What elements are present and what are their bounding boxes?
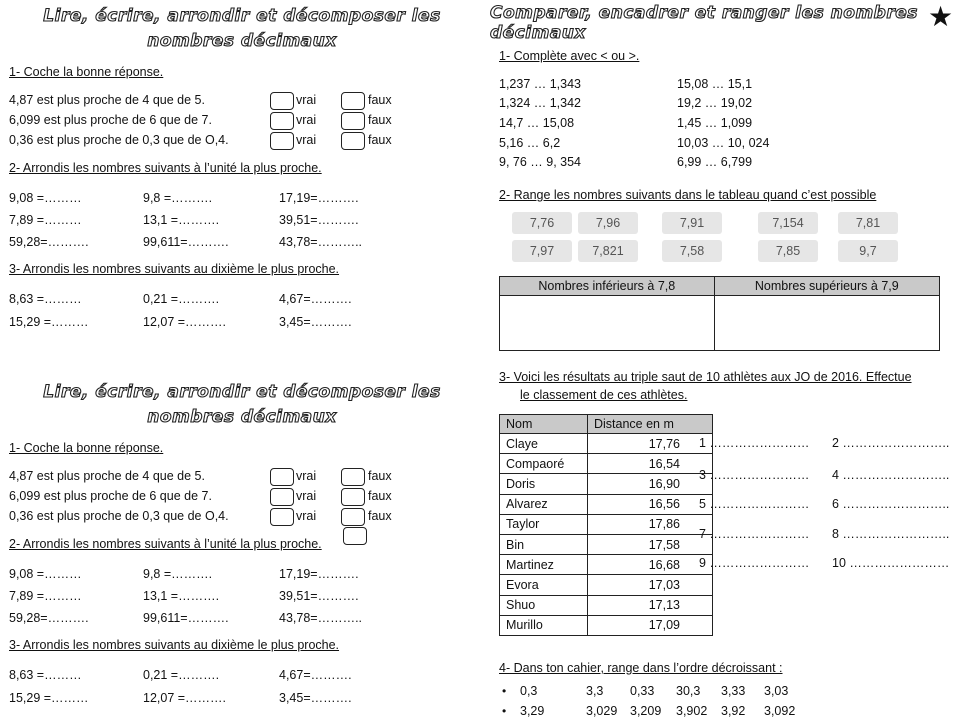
vrai-label: vrai <box>296 133 317 147</box>
table-row <box>500 434 713 454</box>
rounding-item[interactable]: 99,611=………. <box>143 235 229 249</box>
order-number: 3,33 <box>721 684 746 698</box>
athlete-distance: 17,86 <box>588 514 713 534</box>
q3-heading: 3- Arrondis les nombres suivants au dixième le plus proche. <box>9 638 340 652</box>
faux-checkbox-3[interactable] <box>341 132 365 150</box>
number-chip: 9,7 <box>838 240 898 262</box>
athletes-table <box>499 414 713 636</box>
athlete-name: Shuo <box>500 595 588 615</box>
compare-item[interactable]: 1,324 … 1,342 <box>499 96 582 110</box>
rank-line[interactable]: 7 …………………… <box>699 527 810 541</box>
bullet-icon: • <box>502 684 507 698</box>
compare-item[interactable]: 15,08 … 15,1 <box>677 77 753 91</box>
sort-table <box>499 276 940 351</box>
athlete-name: Doris <box>500 474 588 494</box>
vrai-label: vrai <box>296 509 317 523</box>
tenth-item[interactable]: 12,07 =………. <box>143 315 227 329</box>
tenth-item[interactable]: 15,29 =……… <box>9 691 89 705</box>
tenth-item[interactable]: 3,45=………. <box>279 691 352 705</box>
athlete-name: Compaoré <box>500 454 588 474</box>
tenth-item[interactable]: 0,21 =………. <box>143 668 220 682</box>
athlete-distance: 17,76 <box>588 434 713 454</box>
order-number: 3,29 <box>520 704 545 718</box>
faux-label: faux <box>368 133 392 147</box>
athletes-col-name: Nom <box>500 415 588 434</box>
vrai-checkbox-3[interactable] <box>270 508 294 526</box>
athlete-name: Martinez <box>500 555 588 575</box>
rounding-item[interactable]: 7,89 =……… <box>9 589 82 603</box>
order-number: 3,92 <box>721 704 746 718</box>
rank-line[interactable]: 4 …………………….. <box>832 468 950 482</box>
tenth-item[interactable]: 0,21 =………. <box>143 292 220 306</box>
vrai-checkbox-3[interactable] <box>270 132 294 150</box>
number-chip: 7,76 <box>512 212 572 234</box>
tenth-item[interactable]: 8,63 =……… <box>9 292 82 306</box>
number-chip: 7,97 <box>512 240 572 262</box>
table-row <box>500 555 713 575</box>
compare-item[interactable]: 6,99 … 6,799 <box>677 155 753 169</box>
statement-2: 6,099 est plus proche de 6 que de 7. <box>9 113 212 127</box>
athlete-distance: 16,68 <box>588 555 713 575</box>
table-row <box>500 454 713 474</box>
faux-checkbox-3[interactable] <box>341 508 365 526</box>
athlete-name: Alvarez <box>500 494 588 514</box>
rounding-item[interactable]: 13,1 =………. <box>143 589 220 603</box>
left-title-1: Lire, écrire, arrondir et décomposer les nombres décimaux <box>43 6 441 51</box>
rounding-item[interactable]: 7,89 =……… <box>9 213 82 227</box>
rounding-item[interactable]: 17,19=………. <box>279 191 359 205</box>
athlete-distance: 16,90 <box>588 474 713 494</box>
faux-label: faux <box>368 489 392 503</box>
faux-checkbox-1[interactable] <box>341 92 365 110</box>
rounding-item[interactable]: 59,28=………. <box>9 235 89 249</box>
table-row <box>500 615 713 635</box>
rounding-item[interactable]: 9,08 =……… <box>9 191 82 205</box>
tenth-item[interactable]: 4,67=………. <box>279 668 352 682</box>
faux-label: faux <box>368 509 392 523</box>
compare-item[interactable]: 19,2 … 19,02 <box>677 96 753 110</box>
vrai-checkbox-2[interactable] <box>270 112 294 130</box>
athlete-distance: 17,58 <box>588 534 713 554</box>
compare-item[interactable]: 10,03 … 10, 024 <box>677 136 770 150</box>
vrai-label: vrai <box>296 489 317 503</box>
order-number: 0,3 <box>520 684 538 698</box>
compare-item[interactable]: 1,45 … 1,099 <box>677 116 753 130</box>
number-chip: 7,58 <box>662 240 722 262</box>
rank-line[interactable]: 9 …………………… <box>699 556 810 570</box>
table-row <box>500 494 713 514</box>
rank-line[interactable]: 6 …………………….. <box>832 497 950 511</box>
right-q3-heading-line1: 3- Voici les résultats au triple saut de 10 athlètes aux JO de 2016. Effectue <box>499 370 912 384</box>
rounding-item[interactable]: 39,51=………. <box>279 589 359 603</box>
rank-line[interactable]: 3 …………………… <box>699 468 810 482</box>
right-q2-heading: 2- Range les nombres suivants dans le tableau quand c’est possible <box>499 188 877 202</box>
faux-label: faux <box>368 93 392 107</box>
table-row <box>500 595 713 615</box>
right-q4-heading: 4- Dans ton cahier, range dans l’ordre décroissant : <box>499 661 783 675</box>
athlete-distance: 17,09 <box>588 615 713 635</box>
faux-label: faux <box>368 113 392 127</box>
table-row <box>500 514 713 534</box>
order-number: 3,029 <box>586 704 618 718</box>
tenth-item[interactable]: 3,45=………. <box>279 315 352 329</box>
athlete-distance: 17,13 <box>588 595 713 615</box>
tenth-item[interactable]: 4,67=………. <box>279 292 352 306</box>
athlete-name: Murillo <box>500 615 588 635</box>
rounding-item[interactable]: 43,78=……….. <box>279 235 363 249</box>
right-q3-heading-line2: le classement de ces athlètes. <box>520 388 688 402</box>
order-number: 0,33 <box>630 684 655 698</box>
athlete-name: Claye <box>500 434 588 454</box>
tenth-item[interactable]: 12,07 =………. <box>143 691 227 705</box>
compare-item[interactable]: 14,7 … 15,08 <box>499 116 575 130</box>
athlete-distance: 16,54 <box>588 454 713 474</box>
bullet-icon: • <box>502 704 507 718</box>
athlete-distance: 16,56 <box>588 494 713 514</box>
table-row <box>500 575 713 595</box>
q1-heading: 1- Coche la bonne réponse. <box>9 441 164 455</box>
rounding-item[interactable]: 39,51=………. <box>279 213 359 227</box>
compare-item[interactable]: 9, 76 … 9, 354 <box>499 155 582 169</box>
faux-label: faux <box>368 469 392 483</box>
rounding-item[interactable]: 9,8 =………. <box>143 567 213 581</box>
vrai-checkbox-2[interactable] <box>270 488 294 506</box>
statement-1: 4,87 est plus proche de 4 que de 5. <box>9 93 205 107</box>
rank-line[interactable]: 5 …………………… <box>699 497 810 511</box>
number-chip: 7,821 <box>578 240 638 262</box>
rounding-item[interactable]: 59,28=………. <box>9 611 89 625</box>
athlete-name: Taylor <box>500 514 588 534</box>
order-number: 3,3 <box>586 684 604 698</box>
vrai-label: vrai <box>296 93 317 107</box>
compare-item[interactable]: 5,16 … 6,2 <box>499 136 561 150</box>
order-number: 3,902 <box>676 704 708 718</box>
rounding-item[interactable]: 9,08 =……… <box>9 567 82 581</box>
number-chip: 7,154 <box>758 212 818 234</box>
table-row <box>500 474 713 494</box>
order-number: 3,092 <box>764 704 796 718</box>
q2-heading: 2- Arrondis les nombres suivants à l’unité la plus proche. <box>9 537 322 551</box>
vrai-checkbox-1[interactable] <box>270 468 294 486</box>
sort-table-header-lower: Nombres inférieurs à 7,8 <box>500 277 715 296</box>
rounding-item[interactable]: 17,19=………. <box>279 567 359 581</box>
sort-table-header-upper: Nombres supérieurs à 7,9 <box>714 277 939 296</box>
athletes-col-distance: Distance en m <box>588 415 713 434</box>
rank-line[interactable]: 1 …………………… <box>699 436 810 450</box>
faux-checkbox-2[interactable] <box>341 112 365 130</box>
vrai-checkbox-1[interactable] <box>270 92 294 110</box>
statement-3: 0,36 est plus proche de 0,3 que de O,4. <box>9 509 229 523</box>
rank-line[interactable]: 8 …………………….. <box>832 527 950 541</box>
athlete-distance: 17,03 <box>588 575 713 595</box>
statement-3: 0,36 est plus proche de 0,3 que de O,4. <box>9 133 229 147</box>
q2-heading: 2- Arrondis les nombres suivants à l’unité la plus proche. <box>9 161 322 175</box>
rounding-item[interactable]: 13,1 =………. <box>143 213 220 227</box>
order-number: 3,209 <box>630 704 662 718</box>
rounding-item[interactable]: 43,78=……….. <box>279 611 363 625</box>
number-chip: 7,85 <box>758 240 818 262</box>
left-title-2: Lire, écrire, arrondir et décomposer les nombres décimaux <box>43 382 441 427</box>
athlete-name: Evora <box>500 575 588 595</box>
stray-checkbox[interactable] <box>343 527 367 545</box>
rank-line[interactable]: 10 …………………… <box>832 556 950 570</box>
q3-heading: 3- Arrondis les nombres suivants au dixième le plus proche. <box>9 262 340 276</box>
sort-table-cell-upper[interactable] <box>714 296 939 351</box>
faux-checkbox-2[interactable] <box>341 488 365 506</box>
athlete-name: Bin <box>500 534 588 554</box>
order-number: 30,3 <box>676 684 701 698</box>
number-chip: 7,96 <box>578 212 638 234</box>
statement-1: 4,87 est plus proche de 4 que de 5. <box>9 469 205 483</box>
vrai-label: vrai <box>296 469 317 483</box>
rounding-item[interactable]: 99,611=………. <box>143 611 229 625</box>
right-q1-heading: 1- Complète avec < ou >. <box>499 49 640 63</box>
vrai-label: vrai <box>296 113 317 127</box>
q1-heading: 1- Coche la bonne réponse. <box>9 65 164 79</box>
tenth-item[interactable]: 8,63 =……… <box>9 668 82 682</box>
star-icon: ★ <box>928 1 954 32</box>
right-title: Comparer, encadrer et ranger les nombres décimaux <box>490 3 918 43</box>
faux-checkbox-1[interactable] <box>341 468 365 486</box>
rank-line[interactable]: 2 …………………….. <box>832 436 950 450</box>
order-number: 3,03 <box>764 684 789 698</box>
number-chip: 7,91 <box>662 212 722 234</box>
statement-2: 6,099 est plus proche de 6 que de 7. <box>9 489 212 503</box>
sort-table-cell-lower[interactable] <box>500 296 715 351</box>
number-chip: 7,81 <box>838 212 898 234</box>
table-row <box>500 534 713 554</box>
rounding-item[interactable]: 9,8 =………. <box>143 191 213 205</box>
tenth-item[interactable]: 15,29 =……… <box>9 315 89 329</box>
compare-item[interactable]: 1,237 … 1,343 <box>499 77 582 91</box>
